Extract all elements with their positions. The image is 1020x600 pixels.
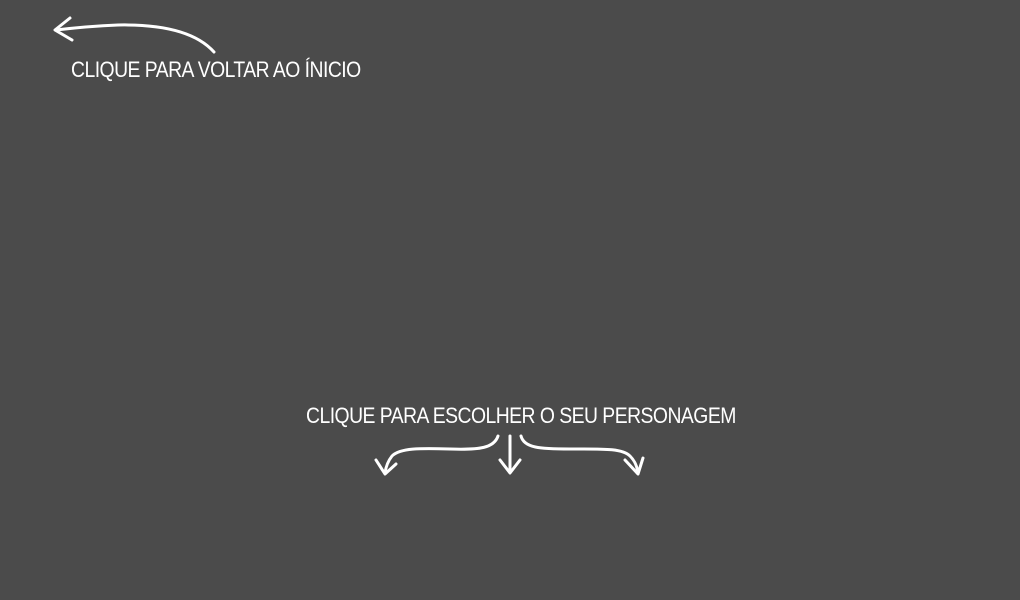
back-arrow-shaft [56,25,214,52]
arrow-down-icon [500,436,520,473]
curved-arrow-down-right-icon [521,436,643,474]
choose-character-arrows [370,430,650,482]
choose-character-hint-label: CLIQUE PARA ESCOLHER O SEU PERSONAGEM [306,403,736,428]
back-hint-label: CLIQUE PARA VOLTAR AO ÍNICIO [71,57,361,82]
curved-arrow-left-icon [48,12,223,58]
curved-arrow-down-left-icon [376,436,498,474]
